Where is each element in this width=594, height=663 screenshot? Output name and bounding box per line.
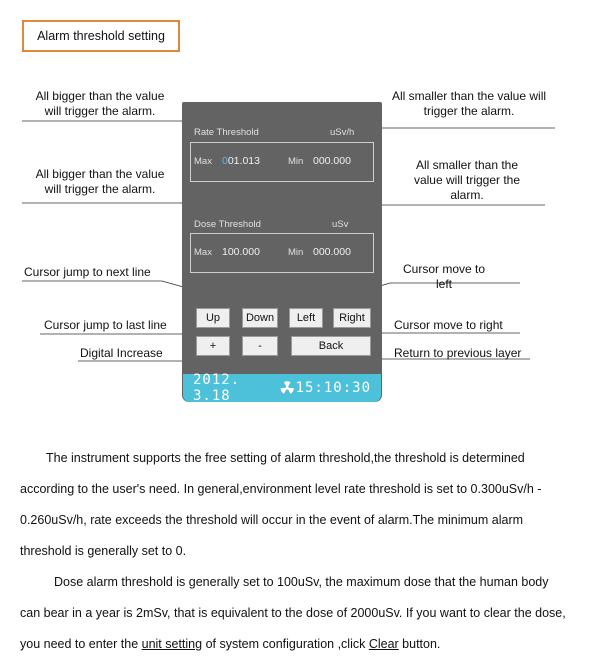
annotation-return: Return to previous layer xyxy=(394,346,522,360)
rate-threshold-unit: uSv/h xyxy=(330,127,355,138)
device-panel xyxy=(182,102,382,402)
annotation-dose-max: All bigger than the value will trigger the alarm. xyxy=(35,167,165,196)
up-button[interactable]: Up xyxy=(196,308,230,328)
annotation-cursor-right: Cursor move to right xyxy=(394,318,503,332)
rate-max-value[interactable] xyxy=(222,155,260,167)
status-time: 15:10:30 xyxy=(295,380,371,396)
para2-line3: you need to enter the unit setting of system configuration ,click Clear button. xyxy=(20,637,441,651)
back-button[interactable]: Back xyxy=(291,336,371,356)
rate-max-label: Max xyxy=(194,156,212,167)
paragraph-dose-threshold xyxy=(20,567,586,660)
annotation-cursor-left: Cursor move to left xyxy=(402,262,486,291)
minus-button[interactable]: - xyxy=(242,336,278,356)
annotation-dose-min: All smaller than the value will trigger the alarm. xyxy=(413,158,521,202)
dose-min-label: Min xyxy=(288,247,304,258)
para1-line1: The instrument supports the free setting of alarm threshold,the threshold is determined xyxy=(46,451,525,465)
left-button[interactable]: Left xyxy=(289,308,323,328)
paragraph-rate-threshold xyxy=(20,443,586,567)
rate-max-cursor-digit: 0 xyxy=(222,155,228,167)
annotation-rate-max: All bigger than the value will trigger the alarm. xyxy=(35,89,165,118)
unit-setting-link[interactable]: unit setting xyxy=(141,637,203,651)
right-button[interactable]: Right xyxy=(333,308,371,328)
annotation-cursor-last: Cursor jump to last line xyxy=(44,318,167,332)
page-title: Alarm threshold setting xyxy=(22,20,180,52)
dose-max-label: Max xyxy=(194,247,212,258)
clear-link[interactable]: Clear xyxy=(368,637,399,651)
annotation-cursor-next: Cursor jump to next line xyxy=(24,265,151,279)
down-button[interactable]: Down xyxy=(242,308,278,328)
status-bar xyxy=(183,374,381,402)
dose-threshold-label: Dose Threshold xyxy=(194,219,261,230)
dose-max-value[interactable]: 100.000 xyxy=(222,246,260,258)
para1-line2: according to the user's need. In general,environment level rate threshold is set to 0.300uSv/h - xyxy=(20,482,542,496)
radiation-icon xyxy=(279,379,295,397)
plus-button[interactable]: + xyxy=(196,336,230,356)
para2-line1: Dose alarm threshold is generally set to 100uSv, the maximum dose that the human body xyxy=(54,575,549,589)
dose-threshold-unit: uSv xyxy=(332,219,349,230)
rate-min-label: Min xyxy=(288,156,304,167)
rate-threshold-box xyxy=(190,142,374,182)
para1-line4: threshold is generally set to 0. xyxy=(20,544,187,558)
rate-max-value-rest: 01.013 xyxy=(227,155,260,167)
rate-min-value[interactable]: 000.000 xyxy=(313,155,351,167)
annotation-digital-increase: Digital Increase xyxy=(80,346,163,360)
status-date: 2012. 3.18 xyxy=(193,372,241,404)
dose-min-value[interactable]: 000.000 xyxy=(313,246,351,258)
para1-line3: 0.260uSv/h, rate exceeds the threshold will occur in the event of alarm.The minimum alarm xyxy=(20,513,524,527)
dose-threshold-box xyxy=(190,233,374,273)
annotation-rate-min: All smaller than the value will trigger the alarm. xyxy=(391,89,547,118)
rate-threshold-label: Rate Threshold xyxy=(194,127,259,138)
para2-line2: can bear in a year is 2mSv, that is equivalent to the dose of 2000uSv. If you want to clear the dose, xyxy=(20,606,566,620)
